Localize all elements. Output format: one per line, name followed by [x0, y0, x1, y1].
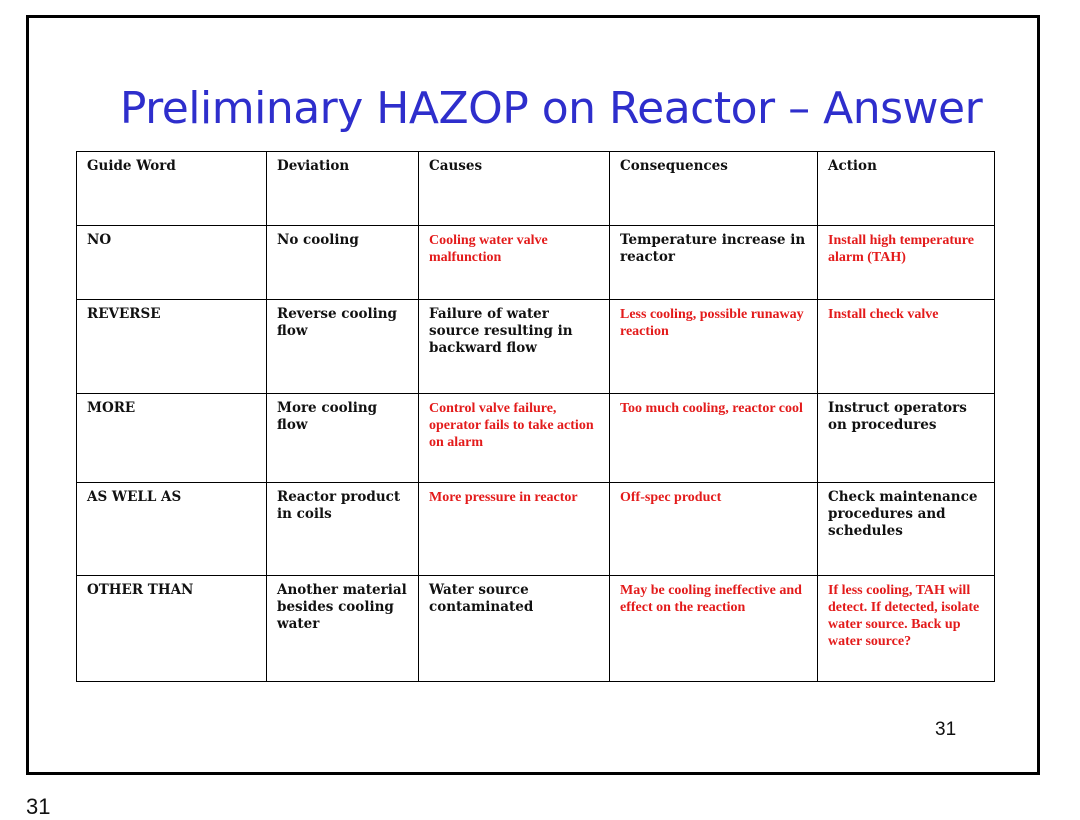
guide-word-cell: NO: [77, 226, 267, 300]
guide-word-cell: OTHER THAN: [77, 576, 267, 682]
consequences-cell: Temperature increase in reactor: [610, 226, 818, 300]
table-row: [77, 226, 995, 300]
guide-word-cell: MORE: [77, 394, 267, 483]
consequences-cell: Off-spec product: [610, 483, 818, 576]
action-cell: Check maintenance procedures and schedules: [818, 483, 995, 576]
consequences-cell: Less cooling, possible runaway reaction: [610, 300, 818, 394]
deviation-cell: Reactor product in coils: [267, 483, 419, 576]
deviation-cell: Reverse cooling flow: [267, 300, 419, 394]
consequences-cell: May be cooling ineffective and effect on the reaction: [610, 576, 818, 682]
action-cell: Install check valve: [818, 300, 995, 394]
hazop-table: [76, 151, 995, 682]
deviation-cell: Another material besides cooling water: [267, 576, 419, 682]
causes-cell: Water source contaminated: [419, 576, 610, 682]
consequences-cell: Too much cooling, reactor cool: [610, 394, 818, 483]
guide-word-cell: REVERSE: [77, 300, 267, 394]
header-guide-word: Guide Word: [77, 152, 267, 226]
table-row: [77, 300, 995, 394]
slide-title: Preliminary HAZOP on Reactor – Answer: [119, 83, 983, 134]
header-consequences: Consequences: [610, 152, 818, 226]
causes-cell: Failure of water source resulting in backward flow: [419, 300, 610, 394]
table-row: [77, 394, 995, 483]
table-header-row: [77, 152, 995, 226]
causes-cell: More pressure in reactor: [419, 483, 610, 576]
header-deviation: Deviation: [267, 152, 419, 226]
action-cell: If less cooling, TAH will detect. If detected, isolate water source. Back up water source?: [818, 576, 995, 682]
guide-word-cell: AS WELL AS: [77, 483, 267, 576]
causes-cell: Control valve failure, operator fails to take action on alarm: [419, 394, 610, 483]
deviation-cell: More cooling flow: [267, 394, 419, 483]
causes-cell: Cooling water valve malfunction: [419, 226, 610, 300]
footer-page-number: 31: [26, 794, 51, 819]
header-causes: Causes: [419, 152, 610, 226]
table-row: [77, 576, 995, 682]
table-row: [77, 483, 995, 576]
deviation-cell: No cooling: [267, 226, 419, 300]
action-cell: Instruct operators on procedures: [818, 394, 995, 483]
slide-page-number: 31: [935, 719, 957, 740]
action-cell: Install high temperature alarm (TAH): [818, 226, 995, 300]
header-action: Action: [818, 152, 995, 226]
